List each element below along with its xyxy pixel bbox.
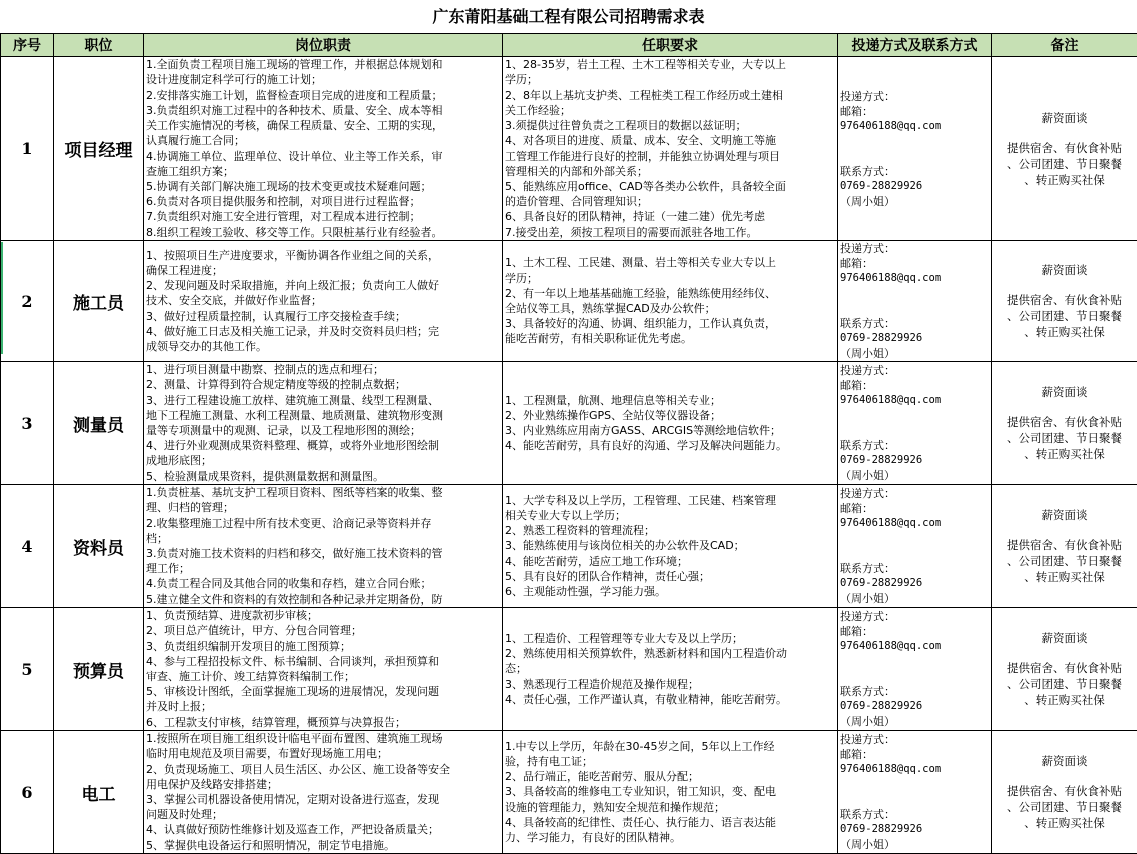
duty-line: 5、审核设计图纸，全面掌握施工现场的进展情况，发现问题	[146, 685, 439, 699]
email-label: 邮箱：	[840, 257, 873, 270]
duty-line: 关工作实施情况的考核，确保工程质量、安全、工期的实现，	[146, 119, 443, 133]
contact-spacer	[840, 531, 989, 561]
benefit-line: 提供宿舍、有伙食补贴	[1007, 293, 1122, 307]
benefit-line: 提供宿舍、有伙食补贴	[1007, 538, 1122, 552]
row-notes	[992, 608, 1137, 731]
duty-line: 设计进度制定科学可行的施工计划；	[146, 73, 322, 87]
benefit-line: 提供宿舍、有伙食补贴	[1007, 140, 1122, 155]
benefit-line: 、转正购买社保	[1024, 693, 1105, 707]
requirement-line: 1、28-35岁，岩土工程、土木工程等相关专业，大专以上	[505, 58, 786, 72]
duty-line: 3、进行工程建设施工放样、建筑施工测量、线型工程测量、	[146, 393, 439, 407]
duty-line: 4、做好施工日志及相关施工记录，并及时交资料员归档；完	[146, 324, 439, 338]
row-position: 电工	[54, 731, 144, 854]
requirement-line: 4、对各项目的进度、质量、成本、安全、文明施工等施	[505, 134, 776, 148]
phone-number: 0769-28829926	[840, 823, 923, 835]
email-address: 976406188@qq.com	[840, 272, 942, 284]
duty-line: 问题及时处理；	[146, 808, 223, 822]
requirement-line: 1、大学专科及以上学历，工程管理、工民建、档案管理	[505, 493, 776, 507]
duty-line: 1.按照所在项目施工组织设计临电平面布置图、建筑施工现场	[146, 732, 443, 746]
duty-line: 2、负责现场施工、项目人员生活区、办公区、施工设备等安全	[146, 762, 450, 776]
duty-line: 5.建立健全文件和资料的有效控制和各种记录并定期备份，防	[146, 592, 443, 606]
email-address: 976406188@qq.com	[840, 763, 942, 775]
phone-number: 0769-28829926	[840, 179, 923, 192]
contact-spacer	[840, 777, 989, 807]
benefit-line: 、转正购买社保	[1024, 570, 1105, 584]
benefit-line: 、公司团建、节日聚餐	[1007, 309, 1122, 323]
contact-spacer	[840, 286, 989, 316]
duty-line: 3、负责组织编制开发项目的施工图预算；	[146, 639, 351, 653]
row-contact	[838, 485, 992, 608]
duty-line: 1、进行项目测量中勘察、控制点的选点和埋石；	[146, 363, 384, 377]
duty-line: 理、归档的管理；	[146, 501, 234, 515]
requirement-line: 4、能吃苦耐劳，适应工地工作环境；	[505, 554, 688, 568]
requirement-line: 3、熟悉现行工程造价规范及操作规程；	[505, 677, 699, 691]
table-row	[1, 362, 1137, 485]
email-label: 邮箱：	[840, 502, 873, 515]
requirement-line: 力、学习能力，有良好的团队精神。	[505, 831, 681, 844]
requirement-line: 4、具备较高的纪律性、责任心、执行能力、语言表达能	[505, 815, 776, 829]
requirement-line: 工管理工作能进行良好的控制，并能独立协调处理与项目	[505, 149, 780, 163]
duty-line: 并及时上报；	[146, 700, 212, 714]
duty-line: 2、发现问题及时采取措施，并向上级汇报；负责向工人做好	[146, 279, 439, 293]
duty-line: 审查、施工计价、竣工结算资料编制工作；	[146, 670, 355, 683]
duty-line: 临时用电规范及项目需要，布置好现场施工用电；	[146, 747, 388, 761]
benefit-line: 、公司团建、节日聚餐	[1007, 800, 1122, 814]
requirement-line: 关工作经验；	[505, 103, 571, 117]
row-requirements	[503, 362, 838, 485]
duty-line: 2、测量、计算得到符合规定精度等级的控制点数据；	[146, 378, 406, 392]
email-address: 976406188@qq.com	[840, 517, 942, 529]
contact-method-label: 投递方式：	[840, 610, 895, 623]
contact-spacer	[840, 408, 989, 438]
row-requirements	[503, 241, 838, 362]
benefit-line: 、公司团建、节日聚餐	[1007, 677, 1122, 691]
contact-person: （周小姐）	[840, 592, 895, 605]
table-row	[1, 731, 1137, 854]
requirement-line: 1、土木工程、工民建、测量、岩土等相关专业大专以上	[505, 256, 776, 270]
row-position: 施工员	[54, 241, 144, 362]
requirement-line: 5、能熟练应用office、CAD等各类办公软件，具备较全面	[505, 179, 786, 193]
requirement-line: 3、内业熟练应用南方GASS、ARCGIS等测绘地信软件；	[505, 424, 782, 437]
duty-line: 1.全面负责工程项目施工现场的管理工作，并根据总体规划和	[146, 58, 443, 72]
requirement-line: 5、具有良好的团队合作精神，责任心强；	[505, 569, 710, 583]
page-title: 广东莆阳基础工程有限公司招聘需求表	[432, 7, 705, 26]
row-contact	[838, 57, 992, 241]
benefit-line: 提供宿舍、有伙食补贴	[1007, 661, 1122, 675]
salary-note: 薪资面谈	[1041, 754, 1088, 768]
duty-line: 3.负责组织对施工过程中的各种技术、质量、安全、成本等相	[146, 103, 443, 117]
duty-line: 6、工程款支付审核，结算管理，概预算与决算报告；	[146, 715, 406, 729]
email-label: 邮箱：	[840, 379, 873, 392]
phone-label: 联系方式：	[840, 808, 895, 821]
email-label: 邮箱：	[840, 748, 873, 761]
table-row	[1, 485, 1137, 608]
header-position: 职位	[54, 34, 144, 57]
table-row	[1, 608, 1137, 731]
salary-note: 薪资面谈	[1041, 263, 1088, 277]
benefit-line: 提供宿舍、有伙食补贴	[1007, 784, 1122, 798]
contact-person: （周小姐）	[840, 838, 895, 851]
duty-line: 成领导交办的其他工作。	[146, 340, 267, 353]
requirement-line: 6、主观能动性强，学习能力强。	[505, 585, 666, 598]
contact-method-label: 投递方式：	[840, 733, 895, 746]
row-position: 测量员	[54, 362, 144, 485]
duty-line: 认真履行施工合同；	[146, 134, 245, 148]
row-duties	[144, 485, 503, 608]
row-index: 6	[1, 731, 54, 854]
contact-spacer	[840, 654, 989, 684]
email-address: 976406188@qq.com	[840, 394, 942, 406]
row-notes	[992, 57, 1137, 241]
header-requirements: 任职要求	[503, 34, 838, 57]
requirement-line: 相关专业大专以上学历；	[505, 508, 626, 522]
phone-number: 0769-28829926	[840, 332, 923, 344]
duty-line: 1、负责预结算、进度款初步审核；	[146, 609, 318, 623]
row-index: 2	[1, 241, 54, 362]
duty-line: 4.负责工程合同及其他合同的收集和存档，建立合同台账；	[146, 577, 432, 591]
email-address: 976406188@qq.com	[840, 640, 942, 652]
requirement-line: 能吃苦耐劳，有相关职称证优先考虑。	[505, 332, 692, 346]
duty-line: 4.协调施工单位、监理单位、设计单位、业主等工作关系，审	[146, 149, 443, 163]
requirement-line: 4、责任心强，工作严谨认真，有敬业精神，能吃苦耐劳。	[505, 692, 787, 706]
row-contact	[838, 731, 992, 854]
benefit-line: 提供宿舍、有伙食补贴	[1007, 415, 1122, 429]
header-contact: 投递方式及联系方式	[838, 34, 992, 57]
requirement-line: 2、外业熟练操作GPS、全站仪等仪器设备；	[505, 408, 722, 422]
row-notes	[992, 485, 1137, 608]
benefit-line: 、公司团建、节日聚餐	[1007, 554, 1122, 568]
email-label: 邮箱：	[840, 104, 873, 118]
benefit-line: 、公司团建、节日聚餐	[1007, 431, 1122, 445]
phone-label: 联系方式：	[840, 317, 895, 330]
requirement-line: 1、工程造价、工程管理等专业大专及以上学历；	[505, 631, 743, 645]
duty-line: 用电保护及线路安排搭建；	[146, 777, 278, 791]
duty-line: 5、掌握供电设备运行和照明情况，制定节电措施。	[146, 838, 395, 852]
duty-line: 确保工程进度；	[146, 263, 223, 277]
duty-line: 2、项目总产值统计，甲方、分包合同管理；	[146, 624, 362, 638]
row-position: 预算员	[54, 608, 144, 731]
duty-line: 2.收集整理施工过程中所有技术变更、洽商记录等资料并存	[146, 516, 432, 530]
row-requirements	[503, 731, 838, 854]
requirement-line: 的造价管理、合同管理知识；	[505, 195, 648, 209]
salary-note: 薪资面谈	[1041, 110, 1088, 125]
phone-label: 联系方式：	[840, 439, 895, 452]
phone-label: 联系方式：	[840, 685, 895, 698]
requirement-line: 2、品行端正，能吃苦耐劳、服从分配；	[505, 770, 699, 784]
requirement-line: 3、具备较高的维修电工专业知识，钳工知识，变、配电	[505, 785, 776, 799]
row-index: 5	[1, 608, 54, 731]
requirement-line: 2、8年以上基坑支护类、工程桩类工程工作经历或土建相	[505, 88, 783, 102]
row-notes	[992, 731, 1137, 854]
phone-label: 联系方式：	[840, 164, 895, 178]
requirement-line: 1.中专以上学历，年龄在30-45岁之间，5年以上工作经	[505, 739, 775, 753]
benefit-line: 、转正购买社保	[1024, 816, 1105, 830]
contact-person: （周小姐）	[840, 715, 895, 728]
duty-line: 5.协调有关部门解决施工现场的技术变更或技术疑难问题；	[146, 179, 432, 193]
duty-line: 查施工组织方案；	[146, 164, 234, 178]
requirement-line: 3、能熟练使用与该岗位相关的办公软件及CAD；	[505, 539, 745, 553]
duty-line: 1、按照项目生产进度要求，平衡协调各作业组之间的关系，	[146, 248, 439, 262]
row-position: 资料员	[54, 485, 144, 608]
row-contact	[838, 362, 992, 485]
benefit-line: 、转正购买社保	[1024, 172, 1105, 187]
duty-line: 7.负责组织对施工安全进行管理，对工程成本进行控制；	[146, 210, 421, 224]
table-row	[1, 57, 1137, 241]
contact-person: （周小姐）	[840, 347, 895, 360]
contact-spacer	[840, 134, 989, 164]
salary-note: 薪资面谈	[1041, 508, 1088, 522]
header-row	[1, 34, 1137, 57]
table-row	[1, 241, 1137, 362]
row-index: 4	[1, 485, 54, 608]
duty-line: 2.安排落实施工计划，监督检查项目完成的进度和工程质量；	[146, 88, 443, 102]
salary-note: 薪资面谈	[1041, 385, 1088, 399]
benefit-line: 、转正购买社保	[1024, 325, 1105, 339]
duty-line: 理工作；	[146, 562, 190, 576]
duty-line: 1.负责桩基、基坑支护工程项目资料、图纸等档案的收集、整	[146, 486, 443, 500]
contact-person: （周小姐）	[840, 469, 895, 482]
row-duties	[144, 57, 503, 241]
duty-line: 8.组织工程竣工验收、移交等工作。只限桩基行业有经验者。	[146, 225, 443, 239]
row-contact	[838, 241, 992, 362]
requirement-line: 3、具备较好的沟通、协调、组织能力，工作认真负责，	[505, 317, 776, 331]
row-notes	[992, 241, 1137, 362]
phone-number: 0769-28829926	[840, 700, 923, 712]
requirement-line: 7.接受出差，须按工程项目的需要而派驻各地工作。	[505, 225, 758, 239]
phone-number: 0769-28829926	[840, 577, 923, 589]
email-address: 976406188@qq.com	[840, 119, 942, 132]
row-requirements	[503, 57, 838, 241]
duty-line: 5、检验测量成果资料，提供测量数据和测量图。	[146, 469, 384, 483]
requirement-line: 学历；	[505, 271, 538, 285]
duty-line: 4、认真做好预防性维修计划及巡查工作，严把设备质量关；	[146, 823, 439, 837]
duty-line: 4、进行外业观测成果资料整理、概算，或将外业地形图绘制	[146, 439, 439, 453]
duty-line: 档；	[146, 531, 168, 545]
requirement-line: 4、能吃苦耐劳，具有良好的沟通、学习及解决问题能力。	[505, 439, 787, 453]
duty-line: 6.负责对各项目提供服务和控制，对项目进行过程监督；	[146, 195, 421, 209]
duty-line: 4、参与工程招投标文件、标书编制、合同谈判，承担预算和	[146, 654, 439, 668]
requirement-line: 验，持有电工证；	[505, 754, 593, 768]
contact-method-label: 投递方式：	[840, 89, 895, 103]
contact-method-label: 投递方式：	[840, 364, 895, 377]
recruitment-table	[0, 33, 1137, 854]
phone-label: 联系方式：	[840, 562, 895, 575]
contact-method-label: 投递方式：	[840, 242, 895, 255]
contact-person: （周小姐）	[840, 194, 895, 208]
row-requirements	[503, 608, 838, 731]
row-position: 项目经理	[54, 57, 144, 241]
requirement-line: 学历；	[505, 73, 538, 87]
header-duties: 岗位职责	[144, 34, 503, 57]
header-notes: 备注	[992, 34, 1137, 57]
requirement-line: 3.须提供过往曾负责之工程项目的数据以兹证明；	[505, 119, 747, 133]
row-requirements	[503, 485, 838, 608]
requirement-line: 2、熟练使用相关预算软件，熟悉新材料和国内工程造价动	[505, 647, 787, 661]
requirement-line: 2、熟悉工程资料的管理流程；	[505, 524, 655, 538]
row-duties	[144, 241, 503, 362]
row-duties	[144, 731, 503, 854]
duty-line: 技术、安全交底，并做好作业监督；	[146, 294, 322, 308]
salary-note: 薪资面谈	[1041, 631, 1088, 645]
header-index: 序号	[1, 34, 54, 57]
duty-line: 3、掌握公司机器设备使用情况，定期对设备进行巡查，发现	[146, 793, 439, 806]
requirement-line: 2、有一年以上地基基础施工经验，能熟练使用经纬仪、	[505, 286, 776, 300]
contact-method-label: 投递方式：	[840, 487, 895, 500]
duty-line: 地下工程施工测量、水利工程测量、地质测量、建筑物形变测	[146, 408, 443, 422]
requirement-line: 管理相关的内部和外部关系；	[505, 164, 648, 178]
phone-number: 0769-28829926	[840, 454, 923, 466]
duty-line: 3.负责对施工技术资料的归档和移交，做好施工技术资料的管	[146, 547, 443, 560]
row-notes	[992, 362, 1137, 485]
row-index: 3	[1, 362, 54, 485]
duty-line: 3、做好过程质量控制，认真履行工序交接检查手续；	[146, 309, 406, 323]
row-index: 1	[1, 57, 54, 241]
duty-line: 成地形底图；	[146, 454, 212, 468]
row-contact	[838, 608, 992, 731]
requirement-line: 6、具备良好的团队精神，持证（一建二建）优先考虑	[505, 210, 765, 224]
benefit-line: 、公司团建、节日聚餐	[1007, 156, 1122, 171]
requirement-line: 设施的管理能力，熟知安全规范和操作规范；	[505, 800, 725, 814]
requirement-line: 全站仪等工具，熟练掌握CAD及办公软件；	[505, 302, 716, 315]
benefit-line: 、转正购买社保	[1024, 447, 1105, 461]
row-duties	[144, 608, 503, 731]
duty-line: 量等专项测量中的观测、记录，以及工程地形图的测绘；	[146, 424, 421, 437]
requirement-line: 态；	[505, 662, 527, 676]
email-label: 邮箱：	[840, 625, 873, 638]
requirement-line: 1、工程测量，航测、地理信息等相关专业；	[505, 393, 721, 407]
row-duties	[144, 362, 503, 485]
